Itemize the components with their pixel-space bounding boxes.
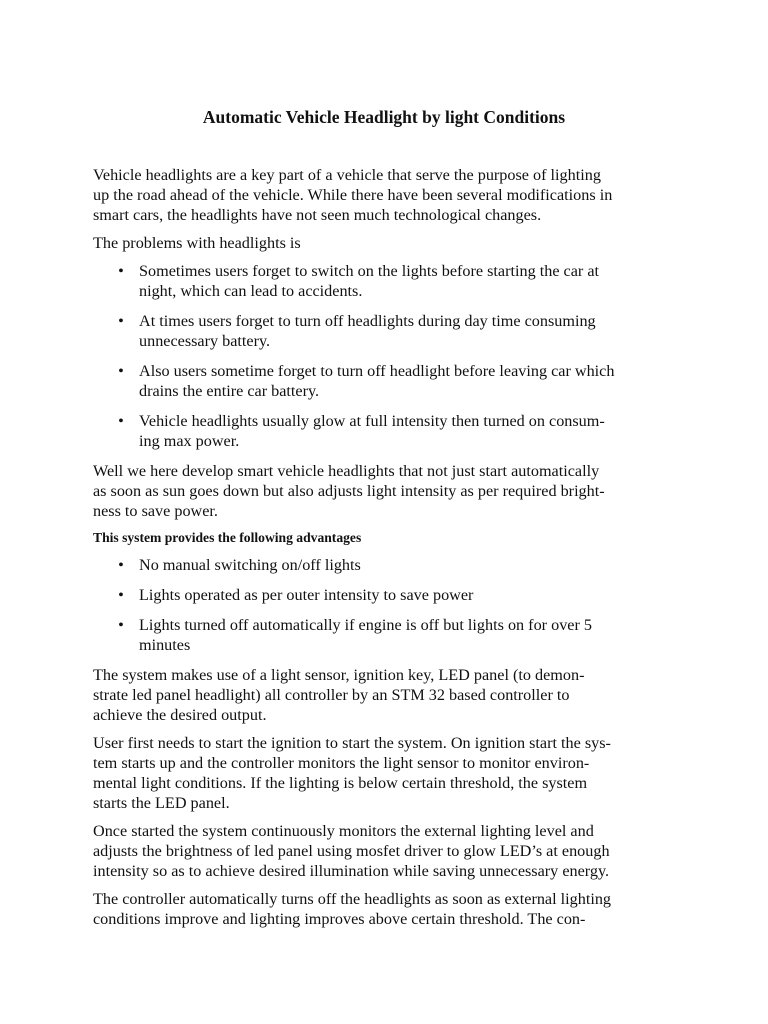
bullet-glyph: • [118,556,124,574]
bullet-glyph: • [118,362,124,380]
text-line: Well we here develop smart vehicle headlights that not just start automatically [93,462,600,480]
list-item [93,261,683,301]
text-line: smart cars, the headlights have not seen much technological changes. [93,206,542,224]
text-line: starts the LED panel. [93,794,230,812]
advantages-heading: This system provides the following advantages [93,530,362,545]
ignition-paragraph [93,733,683,813]
document-body [93,165,683,937]
text-line: intensity so as to achieve desired illumination while saving unnecessary energy. [93,862,610,880]
text-line: minutes [139,636,191,654]
text-line: night, which can lead to accidents. [139,282,363,300]
monitor-paragraph [93,821,683,881]
problems-lead: The problems with headlights is [93,234,301,252]
text-line: as soon as sun goes down but also adjusts light intensity as per required bright- [93,482,605,500]
text-line: Once started the system continuously monitors the external lighting level and [93,822,594,840]
system-paragraph [93,665,683,725]
text-line: mental light conditions. If the lighting is below certain threshold, the system [93,774,588,792]
bullet-glyph: • [118,616,124,634]
text-line: adjusts the brightness of led panel using mosfet driver to glow LED’s at enough [93,842,610,860]
text-line: achieve the desired output. [93,706,267,724]
problems-list [93,261,683,451]
text-line: conditions improve and lighting improves above certain threshold. The con- [93,910,586,928]
text-line: strate led panel headlight) all controller by an STM 32 based controller to [93,686,570,704]
list-item [93,361,683,401]
text-line: up the road ahead of the vehicle. While there have been several modifications in [93,186,613,204]
bullet-glyph: • [118,586,124,604]
bullet-glyph: • [118,262,124,280]
text-line: User first needs to start the ignition to start the system. On ignition start the sys- [93,734,611,752]
text-line: Sometimes users forget to switch on the lights before starting the car at [139,262,600,280]
list-item [93,615,683,655]
text-line: No manual switching on/off lights [139,556,361,574]
text-line: ing max power. [139,432,240,450]
text-line: drains the entire car battery. [139,382,320,400]
page-title: Automatic Vehicle Headlight by light Conditions [202,107,566,127]
list-item [93,311,683,351]
text-line: Vehicle headlights are a key part of a vehicle that serve the purpose of lighting [93,166,601,184]
text-line: tem starts up and the controller monitors the light sensor to monitor environ- [93,754,590,772]
text-line: Lights turned off automatically if engine is off but lights on for over 5 [139,616,593,634]
develop-paragraph [93,461,683,521]
controller-paragraph [93,889,683,929]
text-line: The system makes use of a light sensor, ignition key, LED panel (to demon- [93,666,585,684]
bullet-glyph: • [118,312,124,330]
text-line: Lights operated as per outer intensity to save power [139,586,474,604]
intro-paragraph [93,165,683,225]
bullet-glyph: • [118,412,124,430]
text-line: Vehicle headlights usually glow at full intensity then turned on consum- [139,412,605,430]
text-line: unnecessary battery. [139,332,271,350]
list-item [93,555,683,575]
list-item [93,585,683,605]
list-item [93,411,683,451]
text-line: ness to save power. [93,502,218,520]
text-line: Also users sometime forget to turn off headlight before leaving car which [139,362,615,380]
advantages-list [93,555,683,655]
text-line: The controller automatically turns off the headlights as soon as external lighting [93,890,612,908]
text-line: At times users forget to turn off headlights during day time consuming [139,312,596,330]
